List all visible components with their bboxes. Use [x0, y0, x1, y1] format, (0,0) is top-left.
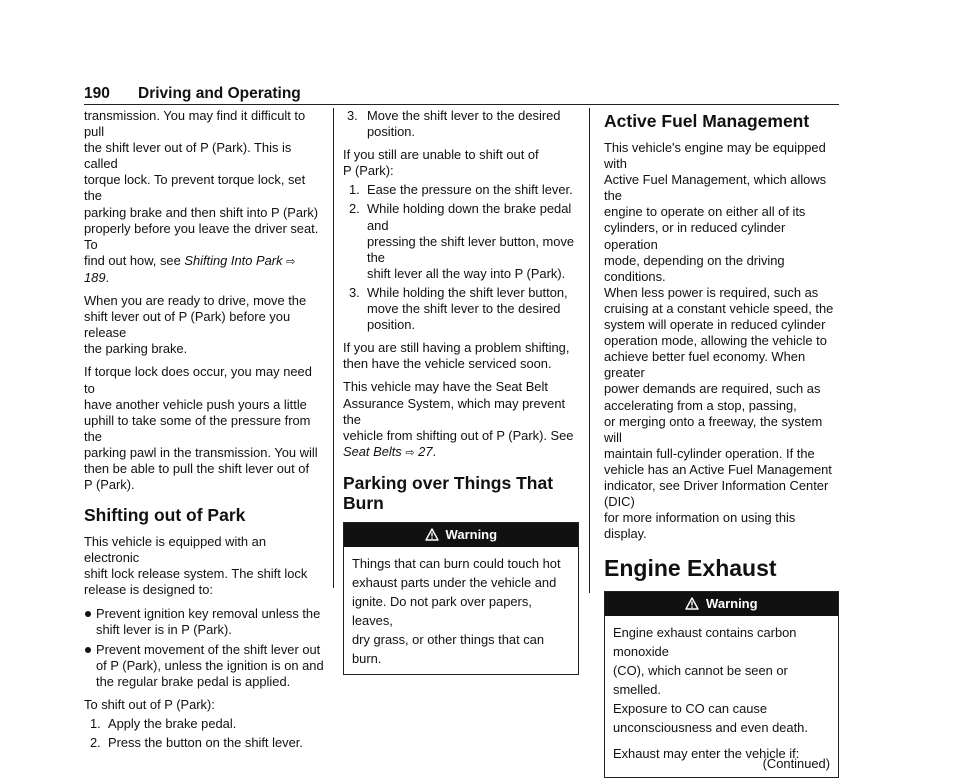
page-arrow-icon: ⇨ — [405, 446, 415, 459]
warning-header — [344, 523, 578, 547]
heading-shifting-out-of-park: Shifting out of Park — [84, 505, 246, 526]
xref-page-27[interactable]: 27 — [418, 443, 433, 459]
warning-header — [605, 592, 838, 616]
step-item: 1. Ease the pressure on the shift lever. — [349, 182, 573, 198]
column-2 — [343, 108, 579, 675]
page-header — [84, 82, 839, 105]
bullet-item: Prevent ignition key removal unless the shift lever is in P (Park). — [84, 606, 324, 638]
heading-active-fuel-management: Active Fuel Management — [604, 111, 810, 131]
warning-box — [343, 522, 579, 675]
warning-body: Things that can burn could touch hot exhaust parts under the vehicle and ignite. Do not park over papers, leaves, dry grass, or other things that can burn. — [352, 555, 561, 666]
xref-shifting-into-park[interactable]: Shifting Into Park — [184, 252, 283, 268]
warning-label: Warning — [706, 596, 758, 612]
paragraph-still-unable: If you still are unable to shift out of P (Park): — [343, 147, 539, 179]
bullet-icon — [85, 611, 91, 617]
column-divider — [589, 108, 590, 593]
warning-box — [604, 591, 839, 778]
bullet-icon — [85, 647, 91, 653]
heading-parking-over-things: Parking over Things That Burn — [343, 472, 554, 513]
continued-label: (Continued) — [762, 756, 830, 772]
section-title: Driving and Operating — [138, 85, 301, 102]
page-number: 190 — [84, 85, 110, 102]
step-item: 3. Move the shift lever to the desired position. — [347, 108, 561, 140]
column-divider — [333, 108, 334, 588]
column-1 — [84, 108, 324, 754]
paragraph-ready-to-drive: When you are ready to drive, move the shift lever out of P (Park) before you release the parking brake. — [84, 293, 307, 357]
warning-triangle-icon — [685, 597, 699, 610]
warning-label: Warning — [445, 526, 498, 542]
warning-triangle-icon — [425, 528, 439, 541]
paragraph-torque-lock-occurs: If torque lock does occur, you may need to have another vehicle push yours a little uphill to take some of the pressure from the parking pawl in the transmission. You will then be able to pull the shift lever out of P (Park). — [84, 364, 318, 493]
xref-seat-belts[interactable]: Seat Belts — [343, 443, 402, 459]
heading-engine-exhaust: Engine Exhaust — [604, 555, 777, 582]
paragraph-shift-lock: This vehicle is equipped with an electronic shift lock release system. The shift lock release is designed to: — [84, 534, 308, 598]
page-arrow-icon: ⇨ — [286, 255, 296, 268]
step-item: 3. While holding the shift lever button, move the shift lever to the desired position. — [349, 284, 568, 333]
paragraph-seat-belt-assurance: This vehicle may have the Seat Belt Assurance System, which may prevent the vehicle from shifting out of P (Park). See Seat Belts ⇨ 27. — [343, 379, 574, 459]
step-item: 1. Apply the brake pedal. — [90, 716, 237, 732]
xref-page-189[interactable]: 189 — [84, 269, 106, 285]
paragraph-torque-lock: transmission. You may find it difficult to pull the shift lever out of P (Park). This is called torque lock. To prevent torque lock, set the parking brake and then shift into P (Park) properly before you leave the driver seat. To find out how, see Shifting Into Park ⇨ 189. — [84, 108, 319, 285]
warning-body: Engine exhaust contains carbon monoxide (CO), which cannot be seen or smelled. Exposure to CO can cause unconsciousness and even death. Exhaust may enter the vehicle if: (Continued) — [613, 625, 830, 772]
step-item: 2. While holding down the brake pedal and pressing the shift lever button, move the shift lever all the way into P (Park). — [349, 201, 575, 281]
step-item: 2. Press the button on the shift lever. — [90, 735, 303, 751]
bullet-item: Prevent movement of the shift lever out of P (Park), unless the ignition is on and the regular brake pedal is applied. — [84, 642, 324, 690]
paragraph-problem-shifting: If you are still having a problem shifting, then have the vehicle serviced soon. — [343, 340, 570, 372]
paragraph-active-fuel-management: This vehicle's engine may be equipped with Active Fuel Management, which allows the engine to operate on either all of its cylinders, or in reduced cylinder operation mode, depending on the driving conditions. When less power is required, such as cruising at a constant vehicle speed, the system will operate in reduced cylinder operation mode, allowing the vehicle to achieve better fuel economy. When greater power demands are required, such as accelerating from a stop, passing, or merging onto a freeway, the system will maintain full-cylinder operation. If the vehicle has an Active Fuel Management indicator, see Driver Information Center (DIC) for more information on using this display. — [604, 140, 834, 542]
paragraph-to-shift-out: To shift out of P (Park): — [84, 697, 215, 712]
